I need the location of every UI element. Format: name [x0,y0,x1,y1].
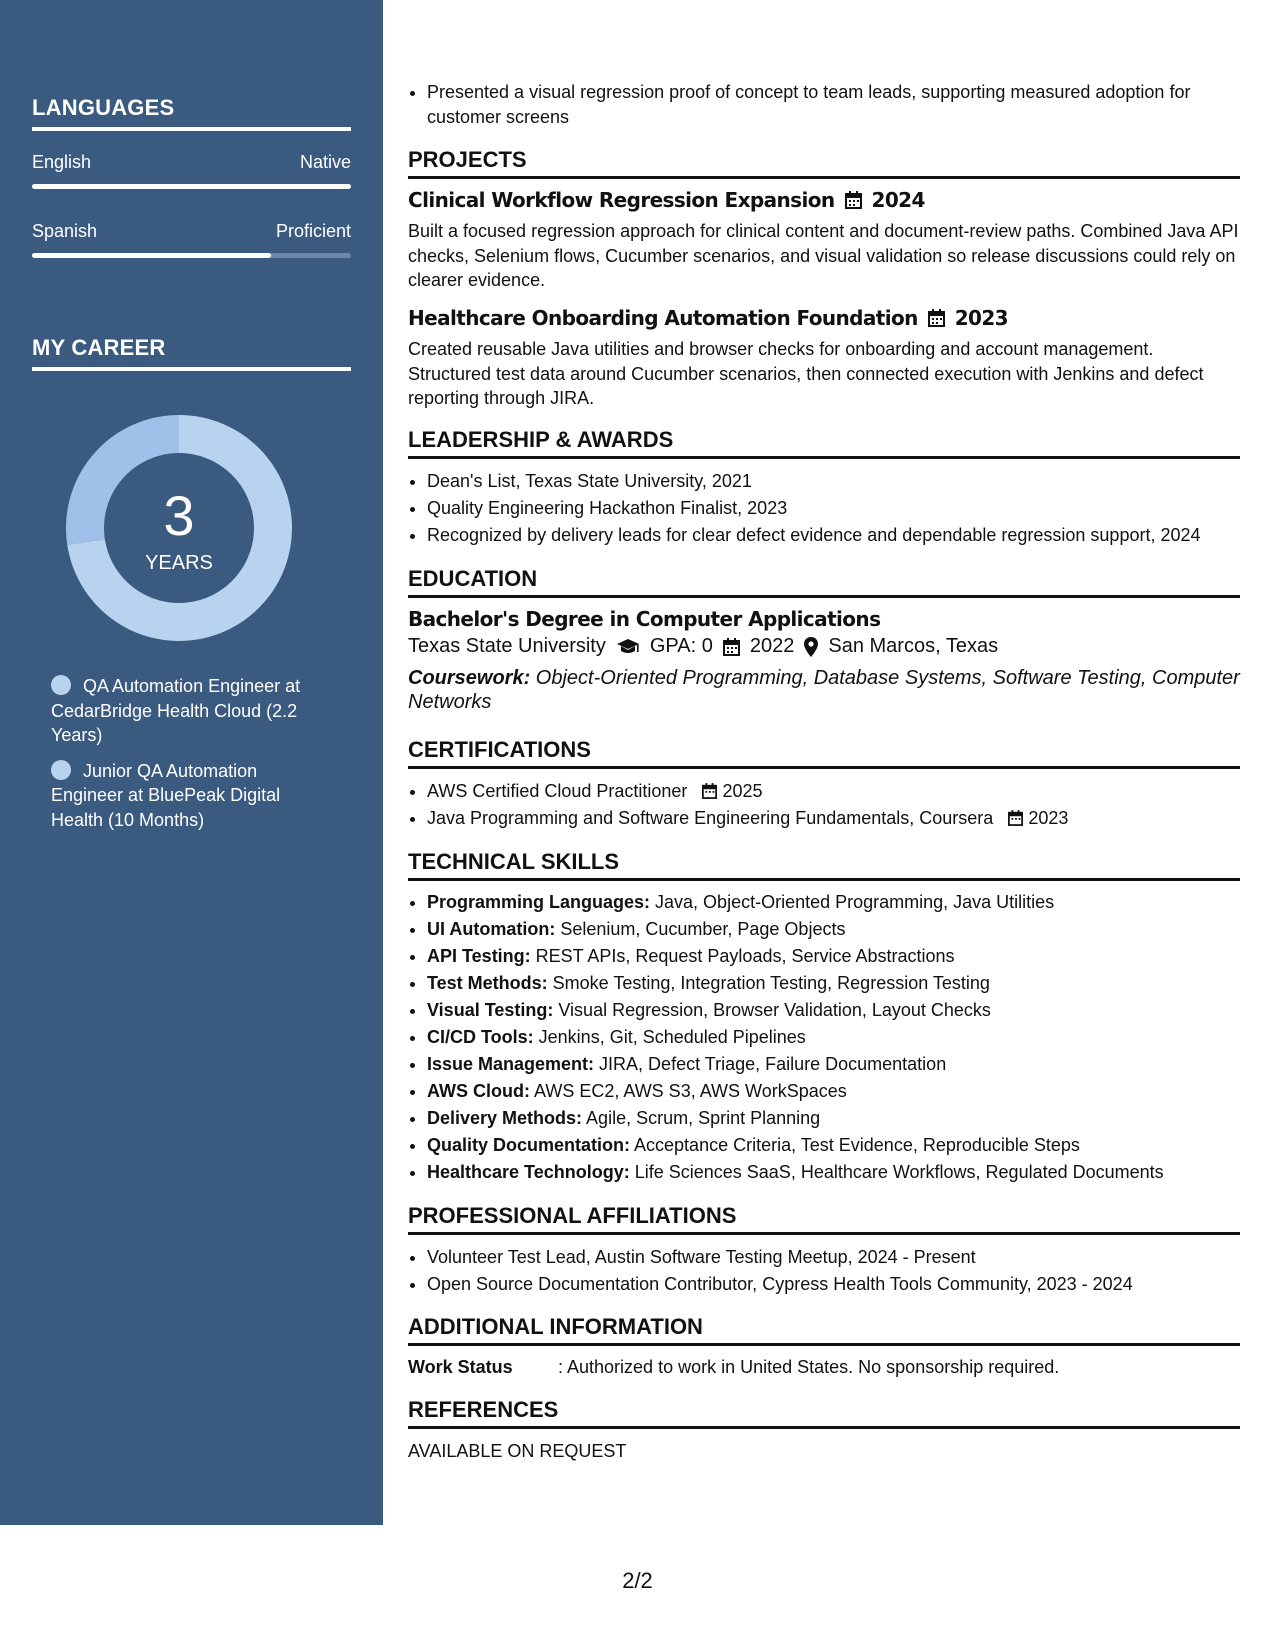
skill-value: Java, Object-Oriented Programming, Java Utilities [650,892,1055,912]
certifications-heading: CERTIFICATIONS [408,737,1240,769]
career-item-label: Junior QA Automation Engineer at BluePeak Digital Health (10 Months) [51,760,281,830]
calendar-icon [723,638,740,656]
education-heading: EDUCATION [408,566,1240,598]
calendar-icon [845,191,862,209]
certification-year: 2025 [722,781,763,801]
project-description: Built a focused regression approach for clinical content and document-review paths. Combined Java API checks, Selenium flows, Cucumber scenarios, and visual validation so release discussions could rely on clearer evidence. [408,221,1239,290]
affiliations-list [408,1245,1259,1299]
certification-year: 2023 [1028,808,1069,828]
calendar-icon [702,783,717,799]
career-total: 3 [163,484,195,547]
career-list [51,674,321,843]
certification-name: AWS Certified Cloud Practitioner [427,781,688,801]
language-level: Proficient [275,221,351,241]
list-item: • Presented a visual regression proof of concept to team leads, supporting measured adoption for customer screens [427,80,1259,129]
list-item [427,1160,1259,1185]
affiliations-heading: PROFESSIONAL AFFILIATIONS [408,1203,1240,1235]
skill-value: REST APIs, Request Payloads, Service Abstractions [530,946,955,966]
project-title [408,188,925,212]
list-item [427,944,1259,969]
project-year: 2023 [954,306,1008,330]
coursework [408,666,1240,714]
skills-heading: TECHNICAL SKILLS [408,849,1240,881]
school-location: San Marcos, Texas [828,635,999,657]
education-details [408,635,998,658]
additional-info-heading: ADDITIONAL INFORMATION [408,1314,1240,1346]
location-pin-icon [804,637,818,657]
projects-heading: PROJECTS [408,147,1240,179]
certifications-list [408,779,1259,833]
list-item [427,890,1259,915]
language-proficiency-bar [32,184,351,189]
skills-list [408,890,1259,1187]
language-name: English [32,152,92,172]
list-item: • Recognized by delivery leads for clear defect evidence and dependable regression support, 2024 [427,523,1259,548]
work-status-row [408,1355,1240,1380]
list-item [427,1106,1259,1131]
project-description: Created reusable Java utilities and browser checks for onboarding and account management. Structured test data around Cucumber scenarios, then connected execution with Jenkins and defect reporting through JIRA. [408,339,1204,408]
skill-label: AWS Cloud: [427,1081,530,1101]
language-row [32,152,351,173]
skill-label: Healthcare Technology: [427,1162,630,1182]
list-item: • Dean's List, Texas State University, 2021 [427,469,1259,494]
skill-value: Jenkins, Git, Scheduled Pipelines [533,1027,806,1047]
list-item [427,998,1259,1023]
project-name: Clinical Workflow Regression Expansion [408,188,835,212]
skill-value: Acceptance Criteria, Test Evidence, Reproducible Steps [630,1135,1080,1155]
calendar-icon [928,309,945,327]
skill-label: Programming Languages: [427,892,651,912]
graduation-cap-icon [616,638,640,656]
work-status-value: : Authorized to work in United States. No sponsorship required. [558,1357,1060,1377]
language-level: Native [299,152,351,172]
sidebar [0,0,383,1525]
work-status-label: Work Status [408,1357,513,1377]
language-proficiency-fill [32,184,351,189]
list-item [427,1079,1259,1104]
references-value: AVAILABLE ON REQUEST [408,1441,627,1461]
list-item [427,1133,1259,1158]
skill-label: Quality Documentation: [427,1135,631,1155]
skill-value: Life Sciences SaaS, Healthcare Workflows, Regulated Documents [629,1162,1164,1182]
list-item [427,779,1259,804]
career-heading: MY CAREER [32,335,351,371]
list-item [427,917,1259,942]
list-item [427,1025,1259,1050]
career-unit: YEARS [145,552,213,574]
awards-list [408,469,1259,550]
intro-bullets [408,80,1259,132]
skill-label: Delivery Methods: [427,1108,583,1128]
list-item: • Open Source Documentation Contributor, Cypress Health Tools Community, 2023 - 2024 [427,1272,1259,1297]
languages-heading: LANGUAGES [32,95,351,131]
skill-value: JIRA, Defect Triage, Failure Documentation [594,1054,947,1074]
skill-value: AWS EC2, AWS S3, AWS WorkSpaces [529,1081,847,1101]
legend-dot-icon [51,675,71,695]
career-donut-chart [66,415,292,641]
degree-title: Bachelor's Degree in Computer Applications [408,607,881,631]
list-item: • Quality Engineering Hackathon Finalist, 2023 [427,496,1259,521]
career-item [51,759,321,833]
certification-name: Java Programming and Software Engineering Fundamentals, Coursera [427,808,994,828]
coursework-label: Coursework: [408,667,531,689]
project-title [408,306,1008,330]
skill-label: API Testing: [427,946,531,966]
school-name: Texas State University [408,635,606,657]
list-item [427,1052,1259,1077]
skill-value: Visual Regression, Browser Validation, Layout Checks [553,1000,991,1020]
list-item [427,971,1259,996]
skill-label: CI/CD Tools: [427,1027,534,1047]
references-heading: REFERENCES [408,1397,1240,1429]
calendar-icon [1008,810,1023,826]
list-item: • Volunteer Test Lead, Austin Software Testing Meetup, 2024 - Present [427,1245,1259,1270]
language-name: Spanish [32,221,98,241]
skill-label: UI Automation: [427,919,556,939]
project-name: Healthcare Onboarding Automation Foundation [408,306,918,330]
skill-label: Issue Management: [427,1054,595,1074]
graduation-year: 2022 [749,635,795,657]
legend-dot-icon [51,760,71,780]
language-proficiency-bar [32,253,351,258]
language-proficiency-fill [32,253,271,258]
skill-label: Test Methods: [427,973,548,993]
skill-value: Smoke Testing, Integration Testing, Regression Testing [547,973,990,993]
skill-value: Selenium, Cucumber, Page Objects [555,919,846,939]
career-item-label: QA Automation Engineer at CedarBridge Health Cloud (2.2 Years) [51,676,301,745]
career-item [51,674,321,748]
language-row [32,221,351,242]
awards-heading: LEADERSHIP & AWARDS [408,427,1240,459]
page-number: 2/2 [622,1568,653,1593]
project-year: 2024 [871,188,925,212]
skill-value: Agile, Scrum, Sprint Planning [582,1108,821,1128]
gpa: GPA: 0 [649,635,713,657]
skill-label: Visual Testing: [427,1000,554,1020]
list-item [427,806,1259,831]
coursework-value: Object-Oriented Programming, Database Systems, Software Testing, Computer Networks [408,667,1240,713]
